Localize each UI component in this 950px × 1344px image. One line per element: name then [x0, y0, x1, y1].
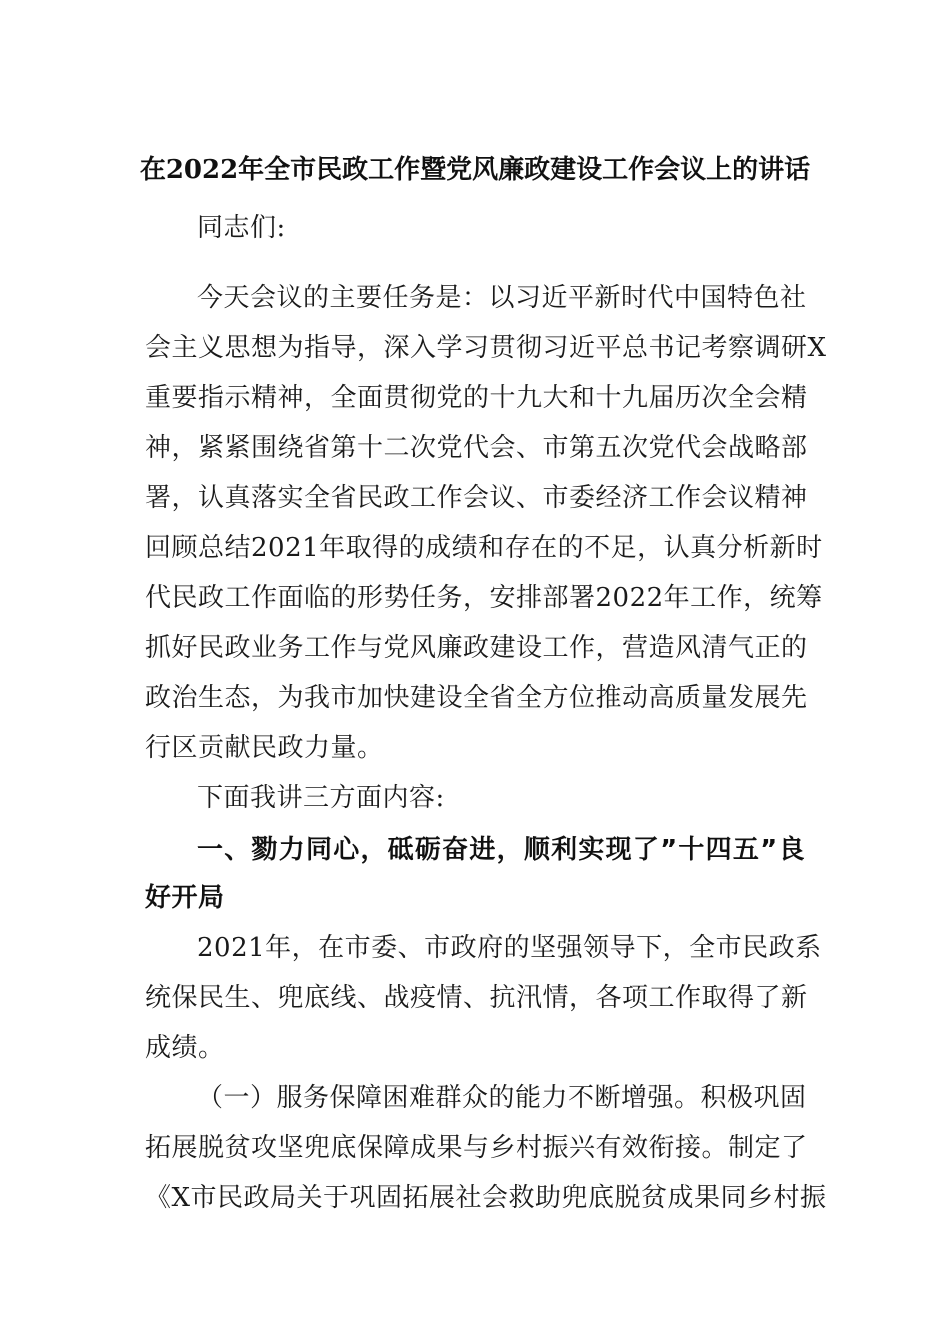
paragraph-line: 抓好民政业务工作与党风廉政建设工作，营造风清气正的	[145, 633, 808, 663]
paragraph-line: 代民政工作面临的形势任务，安排部署2022年工作，统筹	[145, 583, 823, 613]
salutation: 同志们:	[197, 213, 286, 243]
subsection-line: （一）服务保障困难群众的能力不断增强。积极巩固	[197, 1083, 807, 1113]
paragraph-line: 统保民生、兜底线、战疫情、抗汛情，各项工作取得了新	[145, 983, 808, 1013]
paragraph-line: 行区贡献民政力量。	[145, 733, 384, 763]
paragraph-line: 政治生态，为我市加快建设全省全方位推动高质量发展先	[145, 683, 808, 713]
paragraph-line: 重要指示精神，全面贯彻党的十九大和十九届历次全会精	[145, 383, 808, 413]
paragraph-line: 今天会议的主要任务是：以习近平新时代中国特色社	[197, 283, 807, 313]
section-heading: 一、勠力同心，砥砺奋进，顺利实现了”十四五”良	[197, 835, 805, 865]
paragraph-line: 《X市民政局关于巩固拓展社会救助兜底脱贫成果同乡村振	[145, 1183, 827, 1213]
paragraph-line: 回顾总结2021年取得的成绩和存在的不足，认真分析新时	[145, 533, 823, 563]
document-title: 在2022年全市民政工作暨党风廉政建设工作会议上的讲话	[139, 155, 811, 185]
paragraph-line: 成绩。	[145, 1033, 225, 1063]
section-heading: 好开局	[145, 883, 225, 913]
paragraph-line: 神，紧紧围绕省第十二次党代会、市第五次党代会战略部	[145, 433, 808, 463]
paragraph-line: 拓展脱贫攻坚兜底保障成果与乡村振兴有效衔接。制定了	[145, 1133, 808, 1163]
paragraph-line: 会主义思想为指导，深入学习贯彻习近平总书记考察调研X	[145, 333, 827, 363]
intro-three-aspects: 下面我讲三方面内容:	[197, 783, 445, 813]
paragraph-line: 2021年，在市委、市政府的坚强领导下，全市民政系	[197, 933, 822, 963]
paragraph-line: 署，认真落实全省民政工作会议、市委经济工作会议精神	[145, 483, 808, 513]
